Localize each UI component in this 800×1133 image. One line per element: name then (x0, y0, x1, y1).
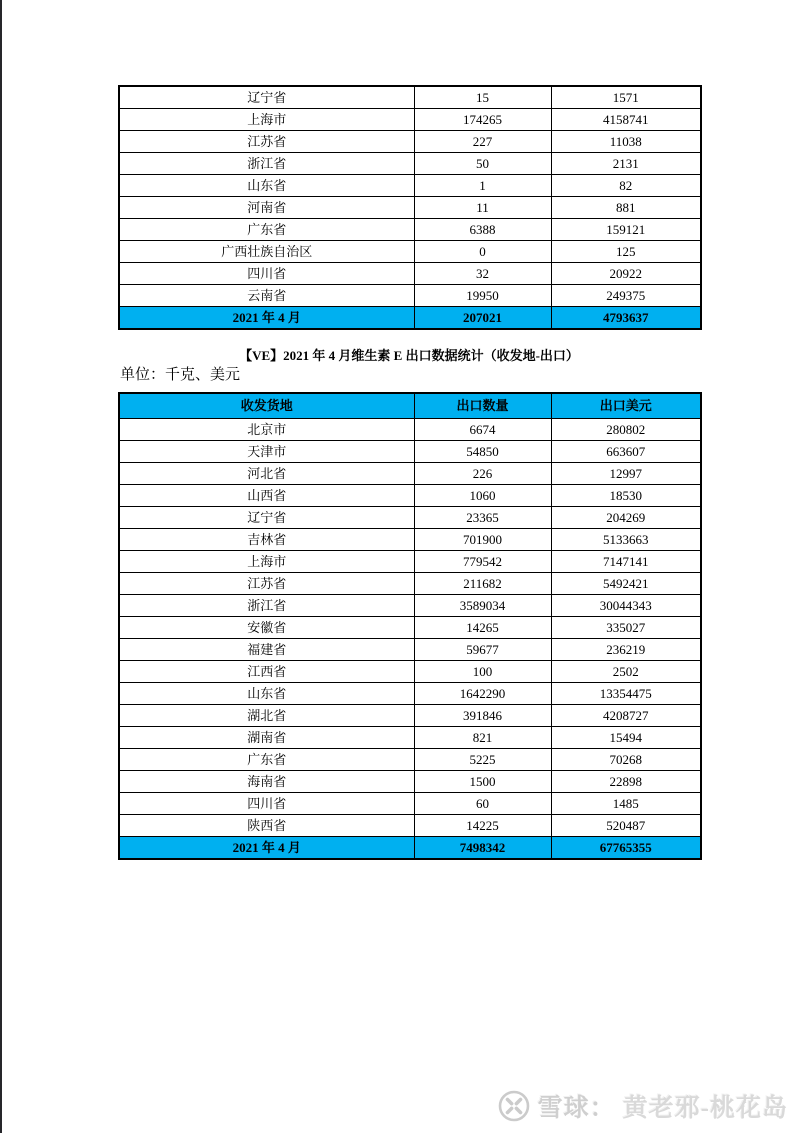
quantity-cell: 60 (414, 793, 551, 815)
table2-header-row (119, 393, 701, 419)
usd-cell: 125 (551, 241, 701, 263)
table-row (119, 749, 701, 771)
region-cell: 湖南省 (119, 727, 414, 749)
usd-cell: 20922 (551, 263, 701, 285)
page-left-border (0, 0, 2, 1133)
quantity-cell: 6388 (414, 219, 551, 241)
usd-cell: 881 (551, 197, 701, 219)
table-row (119, 153, 701, 175)
table-row (119, 241, 701, 263)
watermark-brand: 雪球： (537, 1095, 616, 1122)
quantity-cell: 14225 (414, 815, 551, 837)
quantity-cell: 50 (414, 153, 551, 175)
usd-cell: 663607 (551, 441, 701, 463)
usd-cell: 280802 (551, 419, 701, 441)
table-row (119, 86, 701, 109)
quantity-cell: 1500 (414, 771, 551, 793)
quantity-cell: 5225 (414, 749, 551, 771)
quantity-cell: 391846 (414, 705, 551, 727)
table2-footer (119, 837, 701, 860)
quantity-cell: 23365 (414, 507, 551, 529)
table-row (119, 661, 701, 683)
usd-cell: 11038 (551, 131, 701, 153)
table-row (119, 463, 701, 485)
table-row (119, 683, 701, 705)
region-cell: 福建省 (119, 639, 414, 661)
region-cell: 浙江省 (119, 595, 414, 617)
region-cell: 天津市 (119, 441, 414, 463)
usd-cell: 4208727 (551, 705, 701, 727)
table2-total-row (119, 837, 701, 860)
table-row (119, 529, 701, 551)
table1-total-label-cell: 2021 年 4 月 (119, 307, 414, 330)
col-header-quantity: 出口数量 (414, 393, 551, 419)
table-row (119, 109, 701, 131)
quantity-cell: 19950 (414, 285, 551, 307)
table-row (119, 595, 701, 617)
table-row (119, 639, 701, 661)
table1-total-row (119, 307, 701, 330)
table-row (119, 705, 701, 727)
usd-cell: 12997 (551, 463, 701, 485)
quantity-cell: 15 (414, 86, 551, 109)
usd-cell: 2502 (551, 661, 701, 683)
region-cell: 江苏省 (119, 573, 414, 595)
quantity-cell: 779542 (414, 551, 551, 573)
usd-cell: 70268 (551, 749, 701, 771)
quantity-cell: 11 (414, 197, 551, 219)
table1-total-quantity-cell: 207021 (414, 307, 551, 330)
usd-cell: 335027 (551, 617, 701, 639)
table-row (119, 175, 701, 197)
quantity-cell: 54850 (414, 441, 551, 463)
quantity-cell: 0 (414, 241, 551, 263)
table1-export-by-region-partial (118, 85, 702, 330)
region-cell: 山东省 (119, 683, 414, 705)
table2-total-usd-cell: 67765355 (551, 837, 701, 860)
region-cell: 浙江省 (119, 153, 414, 175)
region-cell: 上海市 (119, 551, 414, 573)
table-row (119, 441, 701, 463)
unit-label: 单位：千克、美元 (120, 367, 241, 383)
region-cell: 河北省 (119, 463, 414, 485)
table-row (119, 771, 701, 793)
table2-export-by-region (118, 392, 702, 860)
table-row (119, 573, 701, 595)
watermark-author: 黄老邪-桃花岛 (622, 1095, 788, 1122)
usd-cell: 4158741 (551, 109, 701, 131)
region-cell: 广东省 (119, 219, 414, 241)
table2-header (119, 393, 701, 419)
table1-total-usd-cell: 4793637 (551, 307, 701, 330)
region-cell: 陕西省 (119, 815, 414, 837)
region-cell: 山西省 (119, 485, 414, 507)
usd-cell: 1571 (551, 86, 701, 109)
table-row (119, 617, 701, 639)
col-header-region: 收发货地 (119, 393, 414, 419)
quantity-cell: 211682 (414, 573, 551, 595)
table-row (119, 727, 701, 749)
quantity-cell: 32 (414, 263, 551, 285)
table-row (119, 419, 701, 441)
xueqiu-logo-icon (497, 1089, 531, 1123)
table-row (119, 507, 701, 529)
quantity-cell: 701900 (414, 529, 551, 551)
watermark (497, 1088, 788, 1124)
region-cell: 广东省 (119, 749, 414, 771)
quantity-cell: 1060 (414, 485, 551, 507)
usd-cell: 30044343 (551, 595, 701, 617)
usd-cell: 204269 (551, 507, 701, 529)
region-cell: 安徽省 (119, 617, 414, 639)
usd-cell: 249375 (551, 285, 701, 307)
region-cell: 四川省 (119, 793, 414, 815)
quantity-cell: 14265 (414, 617, 551, 639)
table-row (119, 551, 701, 573)
usd-cell: 5492421 (551, 573, 701, 595)
region-cell: 云南省 (119, 285, 414, 307)
region-cell: 江苏省 (119, 131, 414, 153)
quantity-cell: 227 (414, 131, 551, 153)
region-cell: 北京市 (119, 419, 414, 441)
table2-total-quantity-cell: 7498342 (414, 837, 551, 860)
region-cell: 海南省 (119, 771, 414, 793)
quantity-cell: 174265 (414, 109, 551, 131)
table-row (119, 197, 701, 219)
region-cell: 上海市 (119, 109, 414, 131)
usd-cell: 7147141 (551, 551, 701, 573)
table-row (119, 793, 701, 815)
quantity-cell: 1 (414, 175, 551, 197)
table1-footer (119, 307, 701, 330)
table2-body (119, 419, 701, 837)
region-cell: 辽宁省 (119, 86, 414, 109)
region-cell: 四川省 (119, 263, 414, 285)
quantity-cell: 3589034 (414, 595, 551, 617)
usd-cell: 2131 (551, 153, 701, 175)
table1-body (119, 86, 701, 307)
table-row (119, 815, 701, 837)
table2-title: 【VE】2021 年 4 月维生素 E 出口数据统计（收发地-出口） (239, 348, 579, 363)
quantity-cell: 821 (414, 727, 551, 749)
usd-cell: 22898 (551, 771, 701, 793)
usd-cell: 5133663 (551, 529, 701, 551)
region-cell: 广西壮族自治区 (119, 241, 414, 263)
table-row (119, 285, 701, 307)
quantity-cell: 6674 (414, 419, 551, 441)
table2-total-label-cell: 2021 年 4 月 (119, 837, 414, 860)
usd-cell: 13354475 (551, 683, 701, 705)
quantity-cell: 1642290 (414, 683, 551, 705)
usd-cell: 236219 (551, 639, 701, 661)
region-cell: 山东省 (119, 175, 414, 197)
quantity-cell: 100 (414, 661, 551, 683)
region-cell: 吉林省 (119, 529, 414, 551)
region-cell: 湖北省 (119, 705, 414, 727)
region-cell: 辽宁省 (119, 507, 414, 529)
quantity-cell: 59677 (414, 639, 551, 661)
usd-cell: 1485 (551, 793, 701, 815)
region-cell: 江西省 (119, 661, 414, 683)
usd-cell: 82 (551, 175, 701, 197)
quantity-cell: 226 (414, 463, 551, 485)
table-row (119, 131, 701, 153)
usd-cell: 520487 (551, 815, 701, 837)
usd-cell: 15494 (551, 727, 701, 749)
col-header-usd: 出口美元 (551, 393, 701, 419)
usd-cell: 18530 (551, 485, 701, 507)
table-row (119, 219, 701, 241)
region-cell: 河南省 (119, 197, 414, 219)
table-row (119, 485, 701, 507)
table-row (119, 263, 701, 285)
usd-cell: 159121 (551, 219, 701, 241)
